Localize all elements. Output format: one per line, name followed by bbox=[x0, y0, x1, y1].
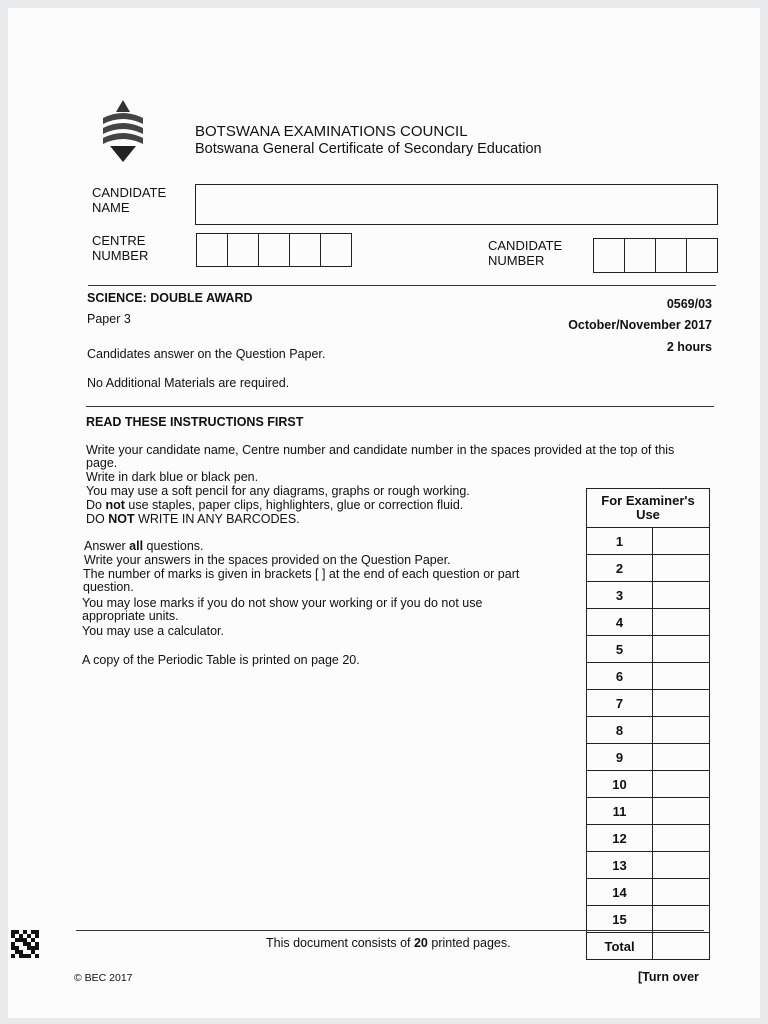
turn-over-label: [Turn over bbox=[638, 970, 699, 984]
instructions-heading: READ THESE INSTRUCTIONS FIRST bbox=[86, 415, 304, 429]
divider bbox=[76, 930, 704, 931]
table-row: 7 bbox=[587, 690, 710, 717]
table-row: 1 bbox=[587, 528, 710, 555]
exam-session: October/November 2017 bbox=[568, 318, 712, 332]
mark-cell bbox=[653, 528, 710, 555]
mark-cell bbox=[653, 717, 710, 744]
centre-number-cell[interactable] bbox=[197, 234, 228, 266]
mark-cell bbox=[653, 582, 710, 609]
centre-number-field[interactable] bbox=[196, 233, 352, 267]
centre-number-cell[interactable] bbox=[321, 234, 351, 266]
candidate-number-cell[interactable] bbox=[625, 239, 656, 272]
mark-cell bbox=[653, 744, 710, 771]
instruction-no-staples: Do not use staples, paper clips, highlighters, glue or correction fluid. bbox=[86, 498, 464, 512]
candidate-number-label: CANDIDATE NUMBER bbox=[488, 238, 563, 268]
candidate-number-cell[interactable] bbox=[687, 239, 717, 272]
certificate-name: Botswana General Certificate of Secondary Education bbox=[195, 141, 542, 157]
instruction-no-barcodes: DO NOT WRITE IN ANY BARCODES. bbox=[86, 512, 300, 526]
periodic-table-note: A copy of the Periodic Table is printed on page 20. bbox=[82, 653, 360, 667]
candidate-name-field[interactable] bbox=[195, 184, 718, 225]
instruction-pencil: You may use a soft pencil for any diagrams, graphs or rough working. bbox=[86, 484, 470, 498]
candidate-number-cell[interactable] bbox=[656, 239, 687, 272]
instruction-units: You may lose marks if you do not show your working or if you do not use appropriate units. bbox=[82, 596, 483, 623]
mark-cell bbox=[653, 825, 710, 852]
instruction-answer-spaces: Write your answers in the spaces provided on the Question Paper. bbox=[84, 553, 451, 567]
candidate-number-field[interactable] bbox=[593, 238, 718, 273]
instruction-candidate-details: Write your candidate name, Centre number and candidate number in the spaces provided at the top of this page. bbox=[86, 443, 675, 470]
mark-cell bbox=[653, 555, 710, 582]
table-row: 11 bbox=[587, 798, 710, 825]
table-row: 2 bbox=[587, 555, 710, 582]
table-row-total: Total bbox=[587, 933, 710, 960]
centre-number-cell[interactable] bbox=[228, 234, 259, 266]
examiner-use-table bbox=[586, 488, 710, 960]
table-row: 9 bbox=[587, 744, 710, 771]
table-row: 13 bbox=[587, 852, 710, 879]
syllabus-code: 0569/03 bbox=[666, 297, 712, 311]
subject-title: SCIENCE: DOUBLE AWARD bbox=[87, 291, 253, 305]
page-count-note: This document consists of 20 printed pages. bbox=[266, 936, 511, 950]
council-name: BOTSWANA EXAMINATIONS COUNCIL bbox=[195, 123, 468, 140]
candidate-name-label: CANDIDATE NAME bbox=[92, 185, 167, 215]
centre-number-label: CENTRE NUMBER bbox=[92, 233, 149, 263]
total-mark-cell bbox=[653, 933, 710, 960]
paper-label: Paper 3 bbox=[87, 312, 131, 326]
table-row: 8 bbox=[587, 717, 710, 744]
table-row: 12 bbox=[587, 825, 710, 852]
candidate-number-cell[interactable] bbox=[594, 239, 625, 272]
mark-cell bbox=[653, 771, 710, 798]
table-row: 6 bbox=[587, 663, 710, 690]
table-row: 5 bbox=[587, 636, 710, 663]
instruction-answer-all: Answer all questions. bbox=[84, 539, 204, 553]
copyright: © BEC 2017 bbox=[74, 972, 133, 984]
materials-note: No Additional Materials are required. bbox=[87, 376, 290, 390]
bec-logo-icon bbox=[100, 100, 146, 166]
mark-cell bbox=[653, 879, 710, 906]
mark-cell bbox=[653, 852, 710, 879]
divider bbox=[88, 285, 716, 286]
mark-cell bbox=[653, 609, 710, 636]
table-row: 14 bbox=[587, 879, 710, 906]
table-row: 3 bbox=[587, 582, 710, 609]
table-row: 15 bbox=[587, 906, 710, 933]
centre-number-cell[interactable] bbox=[259, 234, 290, 266]
mark-cell bbox=[653, 663, 710, 690]
barcode-icon bbox=[11, 930, 39, 958]
mark-cell bbox=[653, 906, 710, 933]
answer-note: Candidates answer on the Question Paper. bbox=[87, 347, 326, 361]
mark-cell bbox=[653, 636, 710, 663]
instruction-pen: Write in dark blue or black pen. bbox=[86, 470, 259, 484]
instruction-marks: The number of marks is given in brackets [ ] at the end of each question or part question. bbox=[83, 567, 520, 594]
examiner-table-heading: For Examiner's Use bbox=[587, 489, 710, 528]
divider bbox=[86, 406, 714, 407]
table-row: 4 bbox=[587, 609, 710, 636]
table-row: 10 bbox=[587, 771, 710, 798]
mark-cell bbox=[653, 690, 710, 717]
exam-duration: 2 hours bbox=[666, 340, 712, 354]
centre-number-cell[interactable] bbox=[290, 234, 321, 266]
instruction-calculator: You may use a calculator. bbox=[82, 624, 224, 638]
mark-cell bbox=[653, 798, 710, 825]
